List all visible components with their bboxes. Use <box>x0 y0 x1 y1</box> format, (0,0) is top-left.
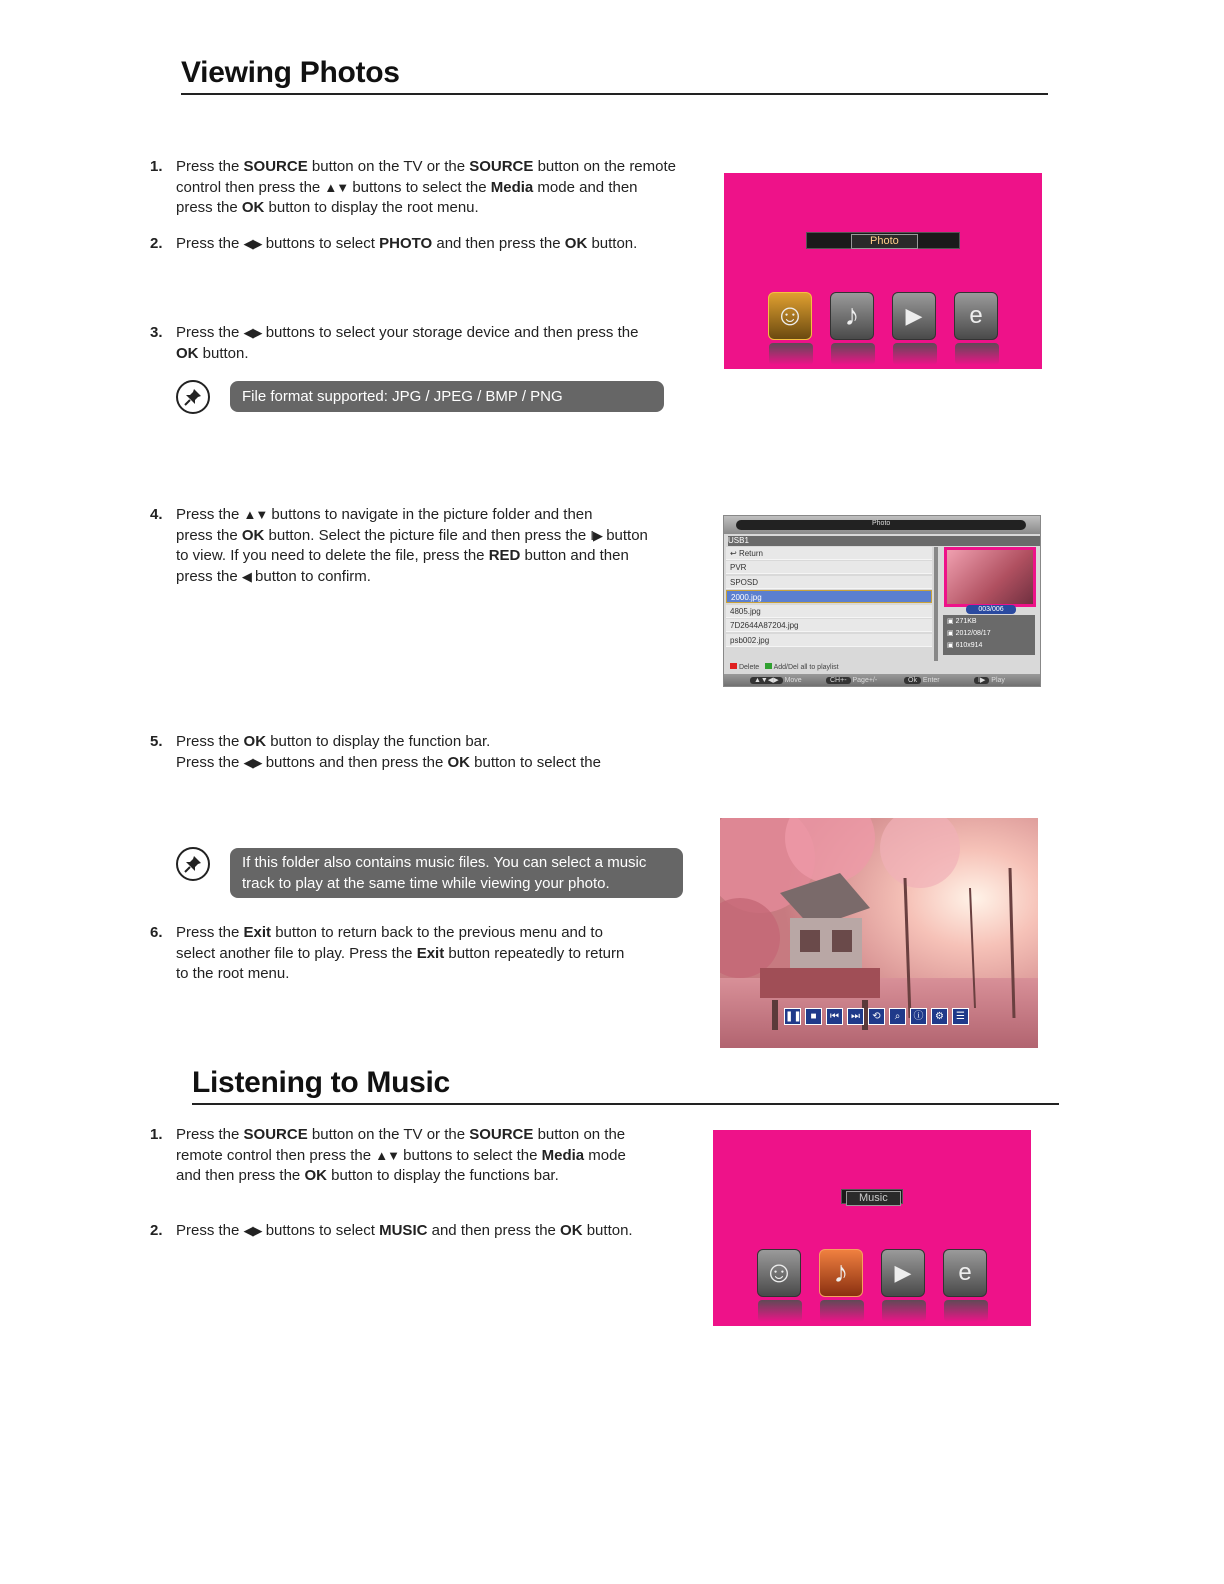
zoom-icon[interactable]: ⌕ <box>889 1008 906 1025</box>
step-text-segment: buttons to select the <box>399 1146 542 1164</box>
step-text-segment: and then press the <box>427 1222 561 1239</box>
step-4 <box>150 505 710 587</box>
clapperboard-icon: ▶ <box>894 1260 912 1285</box>
movie-tile-icon[interactable] <box>892 292 936 340</box>
menu-selection-label: Photo <box>851 234 918 249</box>
step-text-segment: PHOTO <box>379 235 433 252</box>
preview-thumbnail <box>944 547 1036 607</box>
file-date: 2012/08/17 <box>955 630 991 637</box>
step-text-segment: button <box>602 526 648 544</box>
step-text-segment: OK <box>564 235 588 252</box>
pushpin-icon <box>176 380 210 414</box>
step-number: 3. <box>150 324 163 341</box>
file-row[interactable]: 4805.jpg <box>726 605 932 618</box>
step-text-segment: remote control then press the <box>176 1146 376 1164</box>
music-tile-icon[interactable] <box>819 1249 863 1297</box>
menu-selection-label: Music <box>846 1191 901 1206</box>
screen-file-browser <box>723 515 1041 687</box>
step-text-segment: Press the <box>176 1126 244 1143</box>
delete-key-label: Delete <box>738 664 760 671</box>
step-line <box>176 234 637 255</box>
step-text-segment: SOURCE <box>469 158 534 175</box>
section-title-viewing-photos: Viewing Photos <box>181 56 400 89</box>
step-text-segment: Press the <box>176 158 244 175</box>
step-text-segment: ◀▶ <box>243 1223 262 1238</box>
file-resolution: 610x914 <box>955 642 983 649</box>
step-text-segment: ▲▼ <box>375 1147 400 1163</box>
browser-header-title: Photo <box>872 520 891 527</box>
preview-info-panel: ▣ 271KB ▣ 2012/08/17 ▣ 610x914 <box>943 615 1035 655</box>
note-file-formats-text: File format supported: JPG / JPEG / BMP / PNG <box>242 388 563 405</box>
step-text <box>176 923 624 985</box>
step-line <box>176 526 648 547</box>
rotate-icon[interactable]: ⟲ <box>868 1008 885 1025</box>
return-label: Return <box>738 549 763 558</box>
step-line <box>176 923 624 944</box>
step-text-segment: Press the <box>176 235 244 252</box>
ebook-icon: e <box>958 1259 972 1286</box>
page-key: CH+- <box>826 677 851 684</box>
settings-gear-icon[interactable]: ⚙ <box>931 1008 948 1025</box>
step-text <box>176 1125 626 1187</box>
screen-photo-menu <box>724 173 1042 369</box>
photo-frame-icon: ☺ <box>774 299 806 332</box>
step-text-segment: Press the <box>176 924 244 941</box>
browser-color-keys <box>730 663 1030 671</box>
step-text-segment: SOURCE <box>243 158 308 175</box>
step-number: 6. <box>150 924 163 941</box>
info-icon[interactable]: ⓘ <box>910 1008 927 1025</box>
browser-footer-bar <box>724 674 1041 687</box>
next-icon[interactable]: ⏭ <box>847 1008 864 1025</box>
step-line <box>176 198 676 219</box>
step-text-segment: button to display the function bar. <box>266 733 491 750</box>
step-text-segment: Press the <box>176 324 244 341</box>
step-3 <box>150 323 710 364</box>
step-text-segment: I▶ <box>590 527 603 543</box>
step-text-segment: OK <box>241 526 265 544</box>
step-5 <box>150 732 710 773</box>
step-text-segment: button. <box>582 1222 633 1239</box>
music-note-icon: ♪ <box>844 299 860 332</box>
pause-icon[interactable]: ❚❚ <box>784 1008 801 1025</box>
previous-icon[interactable]: ⏮ <box>826 1008 843 1025</box>
preview-counter: 003/006 <box>966 605 1016 614</box>
step-text-segment: SOURCE <box>243 1126 308 1143</box>
step-text-segment: press the <box>176 199 242 216</box>
function-bar <box>784 1008 974 1025</box>
step-text-segment: Media <box>490 178 534 196</box>
step-text <box>176 323 638 364</box>
file-row[interactable]: PVR <box>726 561 932 574</box>
step-1 <box>150 157 710 219</box>
step-line <box>176 732 601 753</box>
step-text-segment: ◀ <box>241 568 251 584</box>
step-text-segment: MUSIC <box>379 1222 428 1239</box>
file-row[interactable]: 7D2644A87204.jpg <box>726 619 932 632</box>
step-line <box>176 505 648 526</box>
step-text-segment: buttons to select <box>261 235 380 252</box>
play-label: Play <box>991 677 1005 684</box>
step-text-segment: button to display the functions bar. <box>326 1167 559 1184</box>
step-text-segment: OK <box>304 1167 327 1184</box>
note-music-while-photo <box>230 848 683 898</box>
step-text-segment: Exit <box>416 944 445 962</box>
step-line <box>176 344 638 365</box>
stop-icon[interactable]: ■ <box>805 1008 822 1025</box>
step-line <box>176 546 648 567</box>
photo-tile-icon[interactable] <box>768 292 812 340</box>
music-tile-icon[interactable] <box>830 292 874 340</box>
photo-tile-icon[interactable] <box>757 1249 801 1297</box>
movie-tile-icon[interactable] <box>881 1249 925 1297</box>
clapperboard-icon: ▶ <box>905 303 923 328</box>
step-text-segment: button repeatedly to return <box>444 944 625 962</box>
photo-frame-icon: ☺ <box>763 1256 795 1289</box>
playlist-icon[interactable]: ☰ <box>952 1008 969 1025</box>
step-2 <box>150 1221 710 1242</box>
step-text-segment: control then press the <box>176 178 325 196</box>
screen-music-menu <box>713 1130 1031 1326</box>
step-number: 5. <box>150 733 163 750</box>
step-text-segment: buttons to navigate in the picture folder and then <box>267 506 593 523</box>
note-music-line-2: track to play at the same time while viewing your photo. <box>242 874 610 892</box>
step-text-segment: Press the <box>176 1222 244 1239</box>
step-text-segment: buttons to select the <box>348 178 491 196</box>
step-text-segment: select another file to play. Press the <box>176 944 417 962</box>
step-line <box>176 1125 626 1146</box>
step-text-segment: press the <box>176 567 242 585</box>
step-line <box>176 1146 626 1167</box>
title-rule <box>181 93 1048 95</box>
pushpin-icon <box>176 847 210 881</box>
step-text-segment: ▲▼ <box>243 507 268 522</box>
step-text-segment: button to select the <box>470 753 601 771</box>
step-text-segment: press the <box>176 526 242 544</box>
step-text-segment: Exit <box>243 924 272 941</box>
step-text-segment: ▲▼ <box>324 179 349 195</box>
step-text-segment: to the root menu. <box>176 965 290 982</box>
move-key: ▲▼◀▶ <box>750 677 783 684</box>
step-text-segment: OK <box>560 1222 583 1239</box>
step-text-segment: SOURCE <box>469 1126 534 1143</box>
step-line <box>176 1221 633 1242</box>
step-text-segment: ◀▶ <box>243 754 262 770</box>
play-key: I▶ <box>974 677 989 684</box>
step-1 <box>150 1125 710 1187</box>
step-text-segment: Press the <box>176 733 244 750</box>
ebook-tile-icon[interactable] <box>943 1249 987 1297</box>
playlist-key-label: Add/Del all to playlist <box>773 664 839 671</box>
step-text-segment: button on the TV or the <box>307 158 470 175</box>
screen-photo-viewer <box>720 818 1038 1048</box>
step-text-segment: button to return back to the previous menu and to <box>271 924 603 941</box>
step-text <box>176 1221 633 1242</box>
browser-scrollbar[interactable] <box>934 547 938 661</box>
step-text-segment: ◀▶ <box>243 325 262 340</box>
file-size: 271KB <box>955 618 977 625</box>
step-text-segment: button. <box>587 235 638 252</box>
file-row[interactable]: SPOSD <box>726 576 932 589</box>
step-text-segment: and then press the <box>432 235 565 252</box>
step-6 <box>150 923 710 985</box>
step-text-segment: OK <box>243 733 267 750</box>
step-text-segment: button on the TV or the <box>307 1126 470 1143</box>
music-note-icon: ♪ <box>833 1256 849 1289</box>
step-number: 4. <box>150 506 163 523</box>
step-line <box>176 964 624 985</box>
step-text <box>176 234 637 255</box>
step-text-segment: Press the <box>176 753 244 771</box>
move-label: Move <box>784 677 802 684</box>
step-line <box>176 157 676 178</box>
step-line <box>176 1166 626 1187</box>
step-text-segment: button. Select the picture file and then press the <box>264 526 591 544</box>
step-text-segment: button to display the root menu. <box>264 199 479 216</box>
step-text-segment: button to confirm. <box>250 567 371 585</box>
step-number: 1. <box>150 1126 163 1143</box>
step-text-segment: mode <box>584 1146 626 1164</box>
step-line <box>176 567 648 588</box>
step-text-segment: OK <box>241 199 265 216</box>
browser-device-label: USB1 <box>728 536 1040 546</box>
step-text-segment: buttons and then press the <box>261 753 448 771</box>
step-text-segment: button on the remote <box>533 158 677 175</box>
enter-label: Enter <box>922 677 940 684</box>
step-text <box>176 505 648 587</box>
step-line <box>176 944 624 965</box>
step-text-segment: and then press the <box>176 1167 305 1184</box>
step-text-segment: button on the <box>533 1126 626 1143</box>
ebook-tile-icon[interactable] <box>954 292 998 340</box>
file-row[interactable]: psb002.jpg <box>726 634 932 647</box>
step-number: 2. <box>150 235 163 252</box>
step-text-segment: button and then <box>520 547 629 564</box>
enter-key: Ok <box>904 677 921 684</box>
note-music-line-1: If this folder also contains music files. You can select a music <box>242 854 647 871</box>
file-row[interactable]: 2000.jpg <box>726 590 932 603</box>
page-label: Page+/- <box>852 677 878 684</box>
step-text-segment: to view. If you need to delete the file, press the <box>176 547 489 564</box>
step-number: 2. <box>150 1222 163 1239</box>
step-text <box>176 732 601 773</box>
step-text-segment: buttons to select your storage device and then press the <box>261 324 639 341</box>
step-2 <box>150 234 710 255</box>
browser-header-bar <box>724 516 1041 534</box>
ebook-icon: e <box>969 302 983 329</box>
step-text <box>176 157 676 219</box>
title-rule <box>192 1103 1059 1105</box>
section-title-listening-music: Listening to Music <box>192 1066 450 1099</box>
step-text-segment: ◀▶ <box>243 236 262 251</box>
menu-selection-bar <box>841 1189 903 1204</box>
step-text-segment: Media <box>541 1146 585 1164</box>
step-text-segment: button. <box>198 344 249 362</box>
note-file-formats <box>230 381 664 412</box>
step-text-segment: buttons to select <box>261 1222 380 1239</box>
step-line <box>176 753 601 774</box>
step-line <box>176 178 676 199</box>
step-number: 1. <box>150 158 163 175</box>
step-text-segment: OK <box>447 753 470 771</box>
step-text-segment: OK <box>176 344 199 362</box>
step-text-segment: mode and then <box>533 178 638 196</box>
step-text-segment: RED <box>488 547 521 564</box>
menu-selection-bar <box>806 232 960 249</box>
step-text-segment: Press the <box>176 506 244 523</box>
browser-return-row[interactable]: ↩ Return <box>726 547 932 560</box>
step-line <box>176 323 638 344</box>
